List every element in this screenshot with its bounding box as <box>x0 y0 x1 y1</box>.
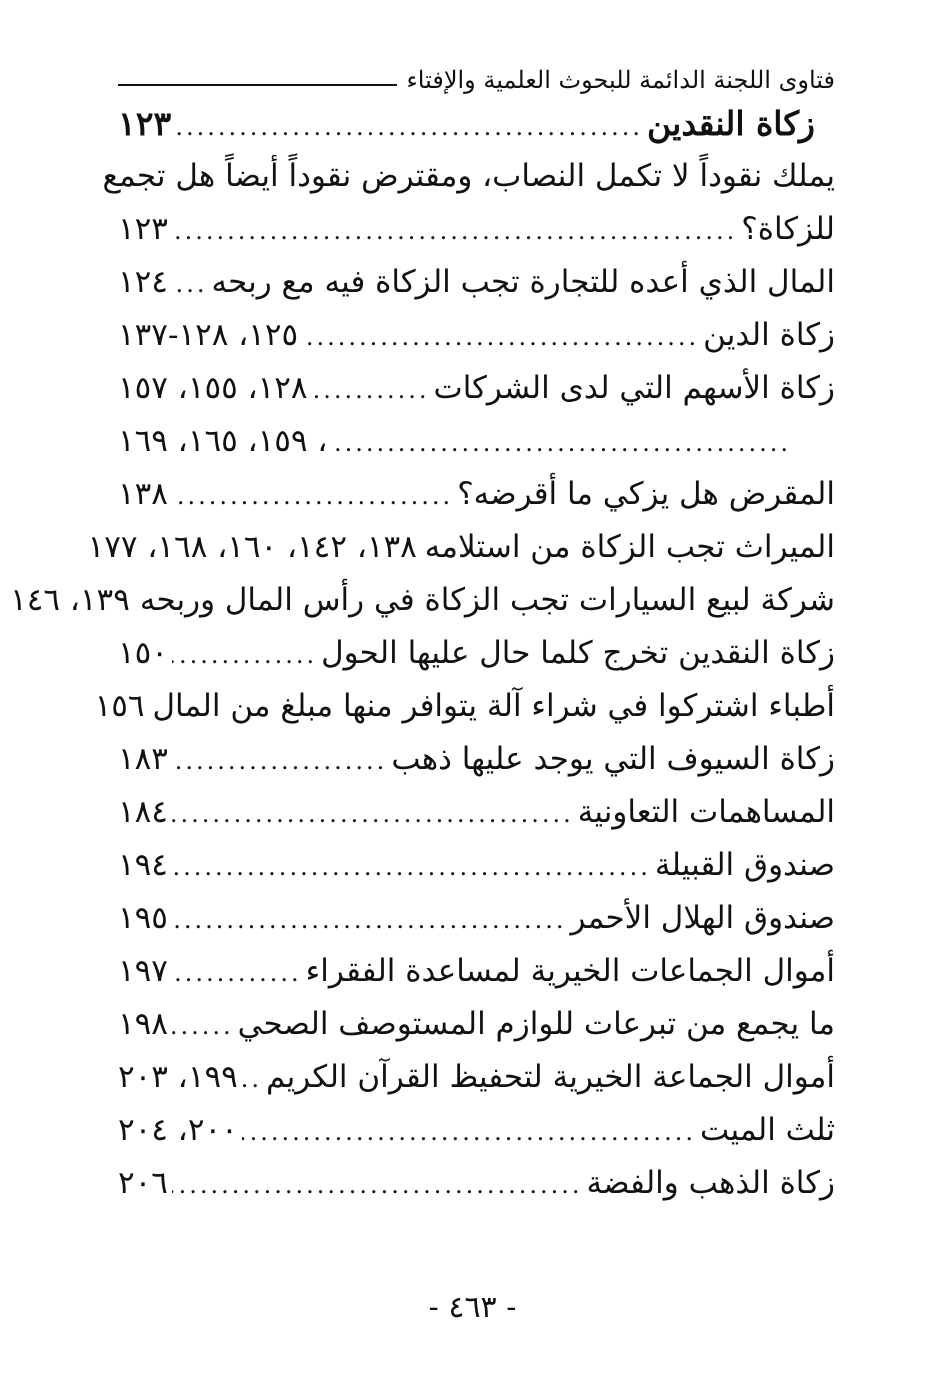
dot-leader <box>242 1106 696 1159</box>
table-of-contents <box>10 97 835 1210</box>
toc-entry-pages: ٢٠٠، ٢٠٤ <box>118 1112 238 1148</box>
toc-entry-pages: ، ١٥٩، ١٦٥، ١٦٩ <box>118 423 328 459</box>
dot-leader <box>172 1000 234 1053</box>
toc-entry-first-line <box>102 150 835 203</box>
toc-entry <box>94 680 835 733</box>
dot-leader <box>175 101 643 154</box>
dot-leader <box>172 841 651 894</box>
toc-entry-pages: ١٨٤ <box>118 794 168 830</box>
dot-leader <box>172 735 387 788</box>
dot-leader <box>172 629 317 682</box>
toc-entry-pages: ١٩٨ <box>118 1006 168 1042</box>
toc-entry-pages: ١٣٩، ١٤٦ <box>10 582 130 618</box>
toc-entry <box>118 1104 835 1157</box>
toc-heading-title: زكاة النقدين <box>647 104 815 143</box>
toc-entry <box>118 1157 835 1210</box>
page-number: - ٤٦٣ - <box>428 1290 517 1325</box>
toc-entry-title: ثلث الميت <box>700 1112 835 1148</box>
toc-entry-title: زكاة السيوف التي يوجد عليها ذهب <box>391 741 835 777</box>
toc-entry-pages: ١٩٤ <box>118 847 168 883</box>
toc-entry-title: ما يجمع من تبرعات للوازم المستوصف الصحي <box>237 1006 835 1042</box>
toc-entry-title-line1: يملك نقوداً لا تكمل النصاب، ومقترض نقوداً أيضاً هل تجمع <box>102 158 835 194</box>
toc-entry-title: زكاة الذهب والفضة <box>586 1165 835 1201</box>
toc-entry-pages: ٢٠٦ <box>118 1165 168 1201</box>
dot-leader <box>172 788 574 841</box>
toc-entry <box>118 892 835 945</box>
dot-leader <box>172 205 737 258</box>
toc-entry <box>118 786 835 839</box>
toc-entry <box>118 362 835 415</box>
dot-leader <box>302 311 699 364</box>
dot-leader <box>242 1053 262 1106</box>
toc-entry <box>118 839 835 892</box>
toc-entry-pages: ١٥٠ <box>118 635 168 671</box>
toc-entry <box>118 733 835 786</box>
toc-entry-title: المال الذي أعده للتجارة تجب الزكاة فيه مع ربحه <box>211 264 835 300</box>
toc-entry-title: زكاة النقدين تخرج كلما حال عليها الحول <box>321 635 835 671</box>
toc-entry-pages: ١٢٤ <box>118 264 168 300</box>
dot-leader <box>172 470 453 523</box>
header-rule <box>118 84 397 86</box>
toc-entry-title: المقرض هل يزكي ما أقرضه؟ <box>457 476 835 512</box>
toc-entry <box>87 521 835 574</box>
toc-entry <box>118 1051 835 1104</box>
toc-entry-title: أموال الجماعات الخيرية لمساعدة الفقراء <box>305 953 835 989</box>
toc-entry <box>118 945 835 998</box>
toc-entry-pages: ١٢٣ <box>118 211 168 247</box>
toc-entry-pages: ١٥٦ <box>94 688 145 724</box>
toc-entry <box>118 309 835 362</box>
toc-entry-title: صندوق الهلال الأحمر <box>570 900 835 936</box>
toc-entry-pages: ١٩٩، ٢٠٣ <box>118 1059 238 1095</box>
running-header <box>118 52 835 92</box>
toc-entry <box>118 203 835 256</box>
toc-entry <box>10 574 835 627</box>
toc-entry-pages: ١٩٧ <box>118 953 168 989</box>
toc-entry <box>118 627 835 680</box>
toc-entry-pages: ١٢٥، ١٢٨-١٣٧ <box>118 317 299 353</box>
toc-entry-title: الميراث تجب الزكاة من استلامه <box>424 529 835 565</box>
dot-leader <box>331 417 791 470</box>
toc-entry-pages: ١٢٨، ١٥٥، ١٥٧ <box>118 370 308 406</box>
toc-entry-title: شركة لبيع السيارات تجب الزكاة في رأس المال وربحه <box>139 582 835 618</box>
toc-entry-pages: ١٣٨ <box>118 476 168 512</box>
dot-leader <box>312 364 430 417</box>
toc-entry-title: المساهمات التعاونية <box>577 794 835 830</box>
toc-section-heading <box>118 97 835 150</box>
toc-entry-title: زكاة الأسهم التي لدى الشركات <box>433 370 835 406</box>
toc-entry-title: أطباء اشتركوا في شراء آلة يتوافر منها مبلغ من المال <box>152 688 835 724</box>
dot-leader <box>172 894 567 947</box>
toc-entry <box>118 468 835 521</box>
running-title: فتاوى اللجنة الدائمة للبحوث العلمية والإفتاء <box>406 66 835 94</box>
toc-entry-title: أموال الجماعة الخيرية لتحفيظ القرآن الكريم <box>265 1059 835 1095</box>
toc-entry <box>118 256 835 309</box>
toc-entry <box>118 998 835 1051</box>
toc-heading-pages: ١٢٣ <box>118 104 172 143</box>
toc-entry-pages: ١٨٣ <box>118 741 168 777</box>
dot-leader <box>172 947 302 1000</box>
toc-entry-title: للزكاة؟ <box>741 211 835 247</box>
toc-entry-pages: ١٩٥ <box>118 900 168 936</box>
dot-leader <box>172 258 208 311</box>
toc-entry-title: صندوق القبيلة <box>654 847 835 883</box>
toc-entry-pages: ١٣٨، ١٤٢، ١٦٠، ١٦٨، ١٧٧ <box>87 529 417 565</box>
dot-leader <box>172 1159 583 1212</box>
toc-entry-title: زكاة الدين <box>703 317 835 353</box>
toc-entry-continuation <box>118 415 835 468</box>
